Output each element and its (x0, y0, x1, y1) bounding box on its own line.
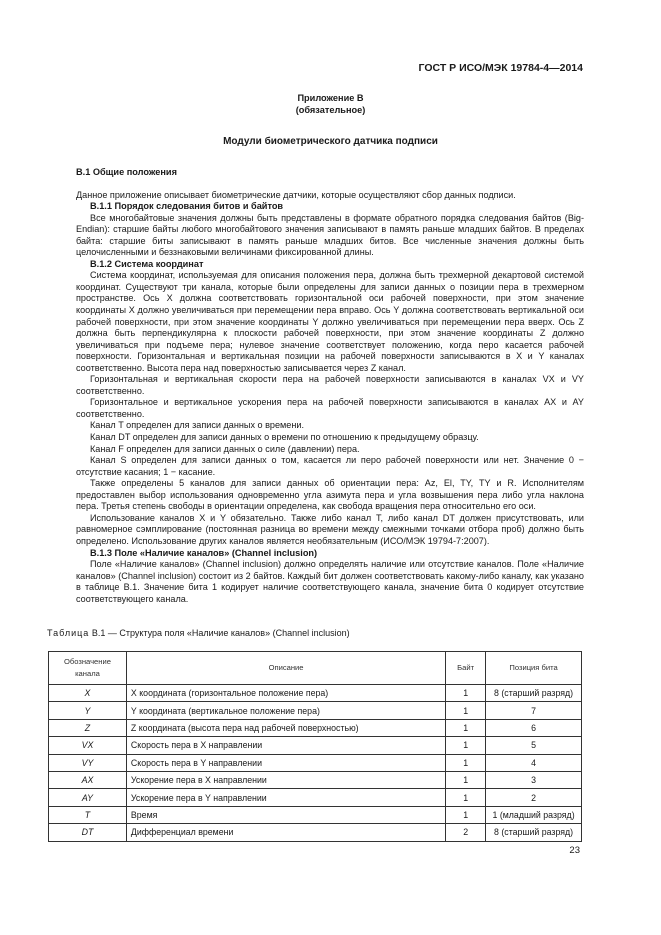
cell-byte: 1 (446, 719, 486, 736)
table-row (49, 754, 582, 771)
document-body (76, 167, 584, 605)
table-caption-text: В.1 — Структура поля «Наличие каналов» (Channel inclusion) (91, 628, 350, 638)
annex-status: (обязательное) (295, 105, 366, 115)
cell-channel: T (49, 806, 127, 823)
cell-bit-position: 4 (486, 754, 582, 771)
section-b12-title: В.1.2 Система координат (90, 258, 204, 269)
cell-channel: X (49, 685, 127, 702)
cell-bit-position: 7 (486, 702, 582, 719)
cell-description: Ускорение пера в Y направлении (126, 789, 445, 806)
section-b12-paragraph: Канал DT определен для записи данных о времени по отношению к предыдущему образцу. (90, 432, 479, 443)
section-b12-paragraph: Канал S определен для записи данных о том, касается ли перо рабочей поверхности или нет. Значение 0 − отсутствие касания; 1 − касание. (76, 455, 584, 477)
cell-byte: 1 (446, 685, 486, 702)
cell-channel: Y (49, 702, 127, 719)
cell-channel: AY (49, 789, 127, 806)
cell-description: Скорость пера в Y направлении (126, 754, 445, 771)
table-row (49, 737, 582, 754)
cell-byte: 2 (446, 824, 486, 841)
section-b11-title: В.1.1 Порядок следования битов и байтов (90, 201, 284, 212)
annex-label: Приложение В (297, 93, 364, 103)
section-b1-text: Данное приложение описывает биометрические датчики, которые осуществляют сбор данных подписи. (76, 189, 516, 200)
section-b12-paragraph: Канал T определен для записи данных о времени. (90, 420, 304, 431)
cell-byte: 1 (446, 806, 486, 823)
cell-bit-position: 1 (младший разряд) (486, 806, 582, 823)
standard-id: ГОСТ Р ИСО/МЭК 19784-4—2014 (418, 62, 583, 74)
cell-channel: AX (49, 771, 127, 788)
table-header-row (49, 652, 582, 685)
cell-description: Ускорение пера в X направлении (126, 771, 445, 788)
cell-bit-position: 5 (486, 737, 582, 754)
page-number: 23 (569, 845, 580, 856)
header-description: Описание (126, 652, 445, 685)
cell-bit-position: 8 (старший разряд) (486, 685, 582, 702)
header-bit-position: Позиция бита (486, 652, 582, 685)
section-b12-paragraph: Горизонтальная и вертикальная скорости пера на рабочей поверхности записываются в каналах VX и VY соответственно. (76, 374, 584, 396)
cell-channel: VY (49, 754, 127, 771)
table-row (49, 771, 582, 788)
section-b13-text: Поле «Наличие каналов» (Channel inclusion) должно определять наличие или отсутствие каналов. Поле «Наличие каналов» (Channel inclusion) состоит из 2 байтов. Каждый бит должен соответствовать какому-либо каналу, как указано в таблице В.1. Значение бита 1 кодирует наличие соответствующего канала, значение бита 0 кодирует отсутствие соответствующего канала. (76, 559, 584, 604)
cell-channel: VX (49, 737, 127, 754)
section-b12-paragraph: Также определены 5 каналов для записи данных об ориентации пера: Az, El, TY, TY и R. Исполнителям предоставлен выбор использования одновременно угла азимута пера и угла возвышения пера либо угла наклона пера. Третья степень свободы в ориентации определена, как свобода вращения пера относительно его оси. (76, 478, 584, 512)
cell-bit-position: 8 (старший разряд) (486, 824, 582, 841)
cell-byte: 1 (446, 789, 486, 806)
section-b12-paragraph: Горизонтальное и вертикальное ускорения пера на рабочей поверхности записываются в каналах AX и AY соответственно. (76, 397, 584, 419)
section-b12-paragraph: Система координат, используемая для описания положения пера, должна быть трехмерной декартовой системой координат. Существуют три канала, которые были определены для записи данных о позиции пера в трехмерном пространстве. Ось X должна соответствовать горизонтальной оси рабочей поверхности, при этом значение координаты X должно увеличиваться при перемещении пера вправо. Ось Y должна соответствовать вертикальной оси рабочей поверхности, при этом значение координаты Y должно увеличиваться при перемещении пера вверх. Ось Z должна быть перпендикулярна к плоскости рабочей поверхности, при этом значение координаты Z должно увеличиваться при подъеме пера; нулевое значение соответствует положению, когда перо касается рабочей поверхности. Горизонтальная и вертикальная позиции на рабочей поверхности записываются в X и Y каналах соответственно. Высота пера над поверхностью записывается через Z канал. (76, 270, 584, 373)
channel-inclusion-table (48, 651, 582, 842)
section-b11-text: Все многобайтовые значения должны быть представлены в формате обратного порядка следования байтов (Big-Endian): старшие байты любого многобайтового значения записывают в память раньше младших байтов. В пределах байта: старшие биты записывают в память раньше младших битов. Все численные значения должны быть целочисленными и беззнаковыми величинами фиксированной длины. (76, 212, 584, 258)
section-b1-title: В.1 Общие положения (76, 167, 177, 177)
header-byte: Байт (446, 652, 486, 685)
cell-bit-position: 3 (486, 771, 582, 788)
table-row (49, 685, 582, 702)
table-caption-label: Таблица (47, 628, 90, 638)
cell-description: Дифференциал времени (126, 824, 445, 841)
cell-byte: 1 (446, 702, 486, 719)
annex-heading: Модули биометрического датчика подписи (223, 136, 438, 147)
section-b13-title: В.1.3 Поле «Наличие каналов» (Channel inclusion) (90, 547, 318, 558)
section-b12-paragraph: Использование каналов X и Y обязательно. Также либо канал T, либо канал DT должен присутствовать, или равномерное сэмплирование (постоянная разница во времени между смежными точками отбора проб) должно быть определено. Использование других каналов является необязательным (ИСО/МЭК 19794-7:2007). (76, 512, 584, 546)
cell-byte: 1 (446, 737, 486, 754)
cell-description: Скорость пера в X направлении (126, 737, 445, 754)
cell-description: Z координата (высота пера над рабочей поверхностью) (126, 719, 445, 736)
cell-byte: 1 (446, 771, 486, 788)
annex-title (0, 92, 661, 116)
cell-channel: DT (49, 824, 127, 841)
table-row (49, 789, 582, 806)
cell-bit-position: 2 (486, 789, 582, 806)
cell-description: Время (126, 806, 445, 823)
cell-description: Y координата (вертикальное положение пера) (126, 702, 445, 719)
cell-bit-position: 6 (486, 719, 582, 736)
table-row (49, 806, 582, 823)
cell-description: X координата (горизонтальное положение пера) (126, 685, 445, 702)
cell-byte: 1 (446, 754, 486, 771)
cell-channel: Z (49, 719, 127, 736)
table-row (49, 702, 582, 719)
table-row (49, 824, 582, 841)
section-b12-paragraph: Канал F определен для записи данных о силе (давлении) пера. (90, 443, 360, 454)
header-channel: Обозначение канала (49, 652, 127, 685)
table-caption (47, 628, 350, 638)
table-row (49, 719, 582, 736)
